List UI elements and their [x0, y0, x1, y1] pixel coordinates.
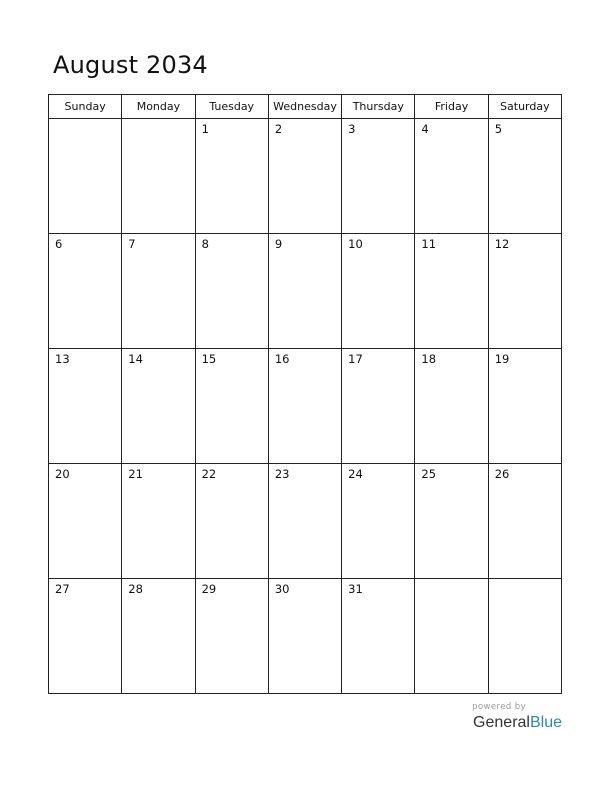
- day-number: [415, 579, 487, 582]
- day-number: 21: [128, 467, 143, 481]
- day-cell: [342, 119, 415, 234]
- day-number: [49, 119, 121, 122]
- day-cell: [195, 234, 268, 349]
- day-cell: [488, 464, 561, 579]
- day-number: 9: [274, 237, 283, 251]
- day-number: 28: [128, 582, 143, 596]
- day-number: 5: [494, 122, 503, 136]
- week-row: [49, 464, 562, 579]
- footer-branding: [472, 702, 562, 733]
- week-row: [49, 234, 562, 349]
- day-number: [489, 579, 561, 582]
- weekday-header-saturday: Saturday: [488, 95, 561, 119]
- day-cell: [49, 119, 122, 234]
- week-row: [49, 119, 562, 234]
- day-cell: [122, 119, 195, 234]
- day-cell: [268, 579, 341, 694]
- day-cell: [342, 349, 415, 464]
- day-cell: [415, 349, 488, 464]
- weekday-header-thursday: Thursday: [342, 95, 415, 119]
- day-cell: [195, 464, 268, 579]
- day-number: 1: [201, 122, 209, 136]
- day-number: 25: [421, 467, 437, 481]
- weekday-header-tuesday: Tuesday: [195, 95, 268, 119]
- day-cell: [268, 464, 341, 579]
- day-number: 31: [348, 582, 363, 596]
- day-cell: [195, 119, 268, 234]
- weekday-header-row: [49, 95, 562, 119]
- day-number: 12: [494, 237, 510, 251]
- weekday-header-wednesday: Wednesday: [268, 95, 341, 119]
- day-number: 10: [348, 237, 363, 251]
- day-number: 8: [201, 237, 209, 251]
- day-number: 27: [55, 582, 70, 596]
- day-cell: [122, 234, 195, 349]
- day-number: 15: [201, 352, 217, 366]
- brand-logo: [472, 713, 562, 733]
- brand-name-general: General: [473, 714, 530, 731]
- calendar-title: August 2034: [53, 51, 208, 79]
- day-number: 20: [55, 467, 70, 481]
- day-number: 23: [274, 467, 290, 481]
- day-cell: [268, 234, 341, 349]
- day-cell: [415, 579, 488, 694]
- weekday-header-sunday: Sunday: [49, 95, 122, 119]
- day-cell: [342, 464, 415, 579]
- brand-name-blue: Blue: [529, 714, 562, 731]
- powered-by-text: powered by: [472, 702, 526, 712]
- day-number: 24: [348, 467, 363, 481]
- day-cell: [268, 349, 341, 464]
- week-row: [49, 349, 562, 464]
- week-row: [49, 579, 562, 694]
- day-cell: [49, 349, 122, 464]
- day-number: 4: [421, 122, 429, 136]
- day-number: [122, 119, 194, 122]
- day-number: 29: [201, 582, 217, 596]
- day-cell: [415, 234, 488, 349]
- calendar-grid: [48, 94, 562, 694]
- day-number: 16: [274, 352, 290, 366]
- day-cell: [488, 349, 561, 464]
- day-number: 18: [421, 352, 437, 366]
- day-number: 22: [201, 467, 217, 481]
- day-cell: [195, 349, 268, 464]
- weekday-header-monday: Monday: [122, 95, 195, 119]
- day-cell: [342, 234, 415, 349]
- day-cell: [122, 349, 195, 464]
- day-cell: [49, 464, 122, 579]
- day-cell: [415, 119, 488, 234]
- day-cell: [122, 464, 195, 579]
- day-cell: [488, 579, 561, 694]
- day-cell: [49, 234, 122, 349]
- day-number: 2: [274, 122, 283, 136]
- day-number: 6: [55, 237, 63, 251]
- day-cell: [268, 119, 341, 234]
- day-number: 13: [55, 352, 70, 366]
- day-number: 17: [348, 352, 363, 366]
- day-cell: [488, 119, 561, 234]
- day-cell: [342, 579, 415, 694]
- day-number: 11: [421, 237, 437, 251]
- day-number: 19: [494, 352, 510, 366]
- day-number: 7: [128, 237, 136, 251]
- day-number: 30: [274, 582, 290, 596]
- day-cell: [122, 579, 195, 694]
- day-cell: [49, 579, 122, 694]
- day-number: 14: [128, 352, 143, 366]
- weekday-header-friday: Friday: [415, 95, 488, 119]
- day-number: 26: [494, 467, 510, 481]
- day-cell: [488, 234, 561, 349]
- day-cell: [415, 464, 488, 579]
- day-cell: [195, 579, 268, 694]
- day-number: 3: [348, 122, 356, 136]
